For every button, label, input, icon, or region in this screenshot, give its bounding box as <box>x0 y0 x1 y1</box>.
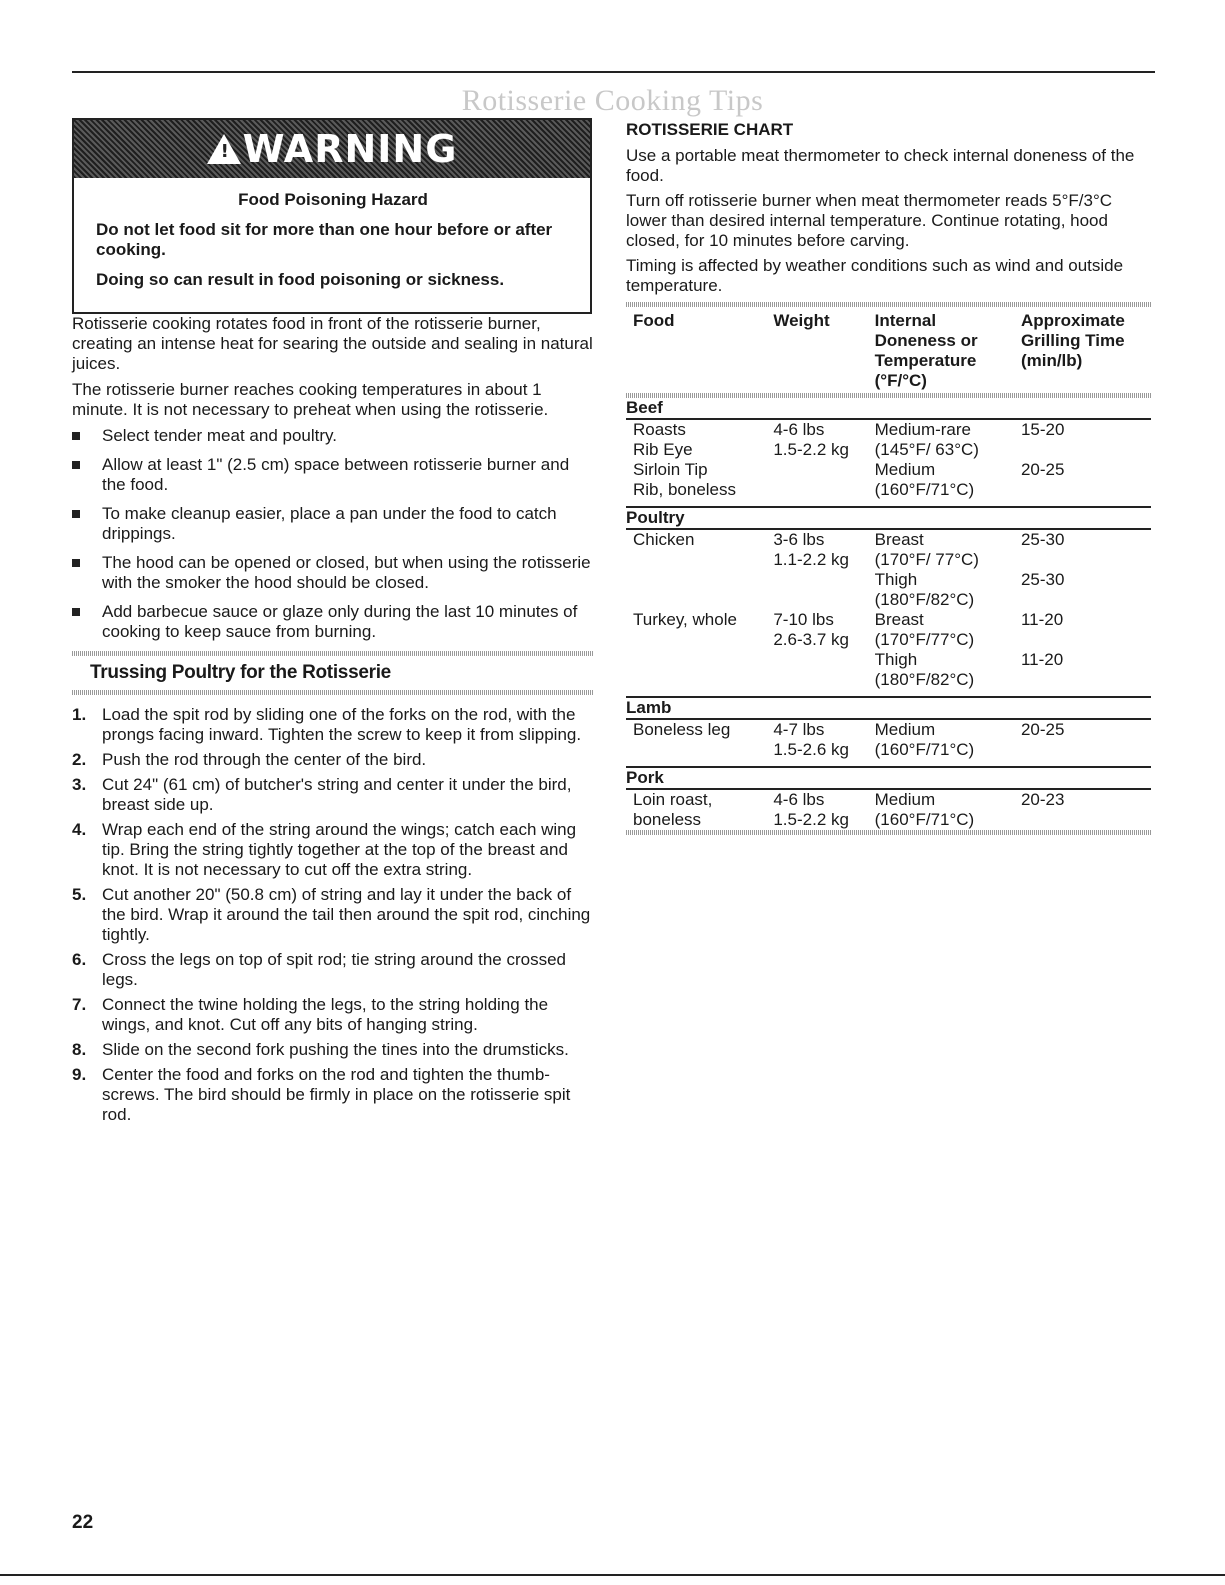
group-label: Lamb <box>626 697 1151 719</box>
rotisserie-chart-table <box>626 302 1151 835</box>
group-row-poultry <box>626 507 1151 529</box>
cell-food <box>626 789 773 830</box>
chart-paragraph-3: Timing is affected by weather conditions such as wind and outside temperature. <box>626 256 1124 295</box>
intro-paragraph-1: Rotisserie cooking rotates food in front of the rotisserie burner, creating an intense heat for searing the outside and sealing in natural juices. <box>72 314 593 373</box>
cell-line: (170°F/ 77°C) <box>874 550 979 569</box>
header-line: (°F/°C) <box>874 371 927 390</box>
cell-line: 11-20 <box>1020 650 1064 669</box>
trussing-heading: Trussing Poultry for the Rotisserie <box>90 662 391 683</box>
table-row <box>626 419 1151 507</box>
trussing-steps <box>72 705 594 1125</box>
cell-line: Breast <box>874 530 924 549</box>
cell-line: Medium <box>874 720 936 739</box>
bullet-square-icon <box>72 608 80 616</box>
cell-line: 2.6-3.7 kg <box>773 630 849 649</box>
header-line: Approximate <box>1020 311 1125 330</box>
cell-line: (160°F/71°C) <box>874 740 975 759</box>
step-item <box>72 750 594 770</box>
cell-line: (180°F/82°C) <box>874 590 975 609</box>
step-text: Slide on the second fork pushing the tines into the drumsticks. <box>102 1040 569 1059</box>
bullet-square-icon <box>72 432 80 440</box>
step-number: 7. <box>72 995 87 1014</box>
step-item <box>72 950 594 990</box>
cell-line: Medium-rare <box>874 420 971 439</box>
cell-weight <box>773 719 874 767</box>
group-label: Pork <box>626 767 1151 789</box>
chart-paragraph-2: Turn off rotisserie burner when meat thermometer reads 5°F/3°C lower than desired internal temperature. Continue rotating, hood closed, for 10 minutes before carving. <box>626 191 1113 250</box>
cell-line: 3-6 lbs <box>773 530 825 549</box>
cell-line: Thigh <box>874 570 918 589</box>
bottom-rule <box>0 1574 1225 1576</box>
cell-food: Boneless leg <box>626 719 773 767</box>
cell-weight <box>773 610 874 697</box>
cell-temp <box>875 419 1021 507</box>
cell-line: 4-6 lbs <box>773 790 825 809</box>
header-line: Temperature <box>874 351 977 370</box>
chart-heading: ROTISSERIE CHART <box>626 120 794 139</box>
cell-line: Sirloin Tip <box>633 460 708 479</box>
right-column <box>626 118 1151 835</box>
cell-weight <box>773 419 874 507</box>
cell-line: Rib Eye <box>633 440 693 459</box>
cell-line: Loin roast, <box>633 790 713 809</box>
step-text: Center the food and forks on the rod and tighten the thumb-screws. The bird should be firmly in place on the rotisserie spit rod. <box>102 1065 571 1124</box>
step-text: Cut 24" (61 cm) of butcher's string and center it under the bird, breast side up. <box>102 775 572 814</box>
group-label: Beef <box>626 398 1151 419</box>
cell-line <box>1021 630 1151 650</box>
cell-line: 15-20 <box>1020 420 1065 439</box>
cell-line: 11-20 <box>1020 610 1064 629</box>
step-number: 5. <box>72 885 87 904</box>
warning-header <box>74 120 590 178</box>
cell-time <box>1021 529 1151 610</box>
header-line: Grilling Time <box>1020 331 1125 350</box>
cell-food <box>626 419 773 507</box>
dotted-divider <box>72 690 594 695</box>
warning-line-1: Do not let food sit for more than one hour before or after cooking. <box>96 220 553 259</box>
cell-time <box>1021 610 1151 697</box>
list-item <box>72 455 594 495</box>
list-item-text: Select tender meat and poultry. <box>102 426 337 445</box>
table-row <box>626 789 1151 830</box>
cell-line: Breast <box>874 610 924 629</box>
step-text: Wrap each end of the string around the wings; catch each wing tip. Bring the string tightly together at the top of the breast and knot. It is not necessary to cut off the extra string. <box>102 820 577 879</box>
trussing-section <box>72 651 594 1125</box>
cell-line: (170°F/77°C) <box>874 630 975 649</box>
cell-temp <box>875 719 1021 767</box>
step-item <box>72 820 594 880</box>
cell-line: Thigh <box>874 650 918 669</box>
cell-line: 20-25 <box>1020 460 1065 479</box>
chart-paragraph-1: Use a portable meat thermometer to check internal doneness of the food. <box>626 146 1135 185</box>
list-item <box>72 426 594 446</box>
step-item <box>72 885 594 945</box>
cell-food: Turkey, whole <box>626 610 773 697</box>
warning-title <box>207 127 458 171</box>
cell-line: (145°F/ 63°C) <box>874 440 979 459</box>
step-item <box>72 705 594 745</box>
step-number: 1. <box>72 705 87 724</box>
cell-line: Roasts <box>633 420 686 439</box>
cell-line: 4-7 lbs <box>773 720 825 739</box>
cell-line: Medium <box>874 460 936 479</box>
cell-line: (160°F/71°C) <box>874 480 975 499</box>
step-number: 6. <box>72 950 87 969</box>
cell-temp <box>875 610 1021 697</box>
cell-line: 25-30 <box>1020 570 1065 589</box>
header-line: Internal <box>874 311 937 330</box>
step-text: Load the spit rod by sliding one of the forks on the rod, with the prongs facing inward. Tighten the screw to keep it from slipping. <box>102 705 582 744</box>
step-item <box>72 775 594 815</box>
cell-line <box>1021 440 1151 460</box>
cell-line: 4-6 lbs <box>773 420 825 439</box>
list-item-text: The hood can be opened or closed, but when using the rotisserie with the smoker the hood should be closed. <box>102 553 591 592</box>
cell-line: 7-10 lbs <box>773 610 834 629</box>
group-row-pork <box>626 767 1151 789</box>
list-item-text: Allow at least 1" (2.5 cm) space between rotisserie burner and the food. <box>102 455 570 494</box>
step-number: 8. <box>72 1040 87 1059</box>
cell-line: boneless <box>633 810 702 829</box>
cell-line: Rib, boneless <box>633 480 737 499</box>
cell-line: 1.1-2.2 kg <box>773 550 849 569</box>
step-text: Push the rod through the center of the bird. <box>102 750 427 769</box>
dotted-divider <box>626 830 1151 835</box>
cell-temp <box>875 529 1021 610</box>
cell-line: (160°F/71°C) <box>874 810 975 829</box>
cell-time: 20-23 <box>1020 790 1065 809</box>
table-row <box>626 610 1151 697</box>
step-number: 4. <box>72 820 87 839</box>
header-line: Doneness or <box>874 331 978 350</box>
step-number: 2. <box>72 750 87 769</box>
header-food: Food <box>633 311 675 330</box>
cell-temp <box>875 789 1021 830</box>
bullet-square-icon <box>72 559 80 567</box>
cell-line: 1.5-2.6 kg <box>773 740 849 759</box>
table-row <box>626 719 1151 767</box>
step-text: Connect the twine holding the legs, to the string holding the wings, and knot. Cut off any bits of hanging string. <box>102 995 549 1034</box>
list-item <box>72 602 594 642</box>
cell-weight <box>773 789 874 830</box>
group-label: Poultry <box>626 507 1151 529</box>
table-header-row <box>626 307 1151 393</box>
warning-box <box>72 118 592 314</box>
cell-line <box>1021 550 1151 570</box>
bullet-square-icon <box>72 461 80 469</box>
page-number: 22 <box>72 1512 94 1533</box>
header-internal <box>875 307 1021 393</box>
step-number: 3. <box>72 775 87 794</box>
cell-line: 1.5-2.2 kg <box>773 440 849 459</box>
cell-line: 25-30 <box>1020 530 1065 549</box>
list-item <box>72 504 594 544</box>
step-text: Cross the legs on top of spit rod; tie string around the crossed legs. <box>102 950 566 989</box>
list-item <box>72 553 594 593</box>
step-item <box>72 1065 594 1125</box>
header-time <box>1021 307 1151 393</box>
list-item-text: To make cleanup easier, place a pan under the food to catch drippings. <box>102 504 557 543</box>
group-row-lamb <box>626 697 1151 719</box>
tips-list <box>72 426 594 642</box>
list-item-text: Add barbecue sauce or glaze only during the last 10 minutes of cooking to keep sauce from burning. <box>102 602 578 641</box>
cell-time <box>1021 419 1151 507</box>
top-rule <box>72 71 1155 73</box>
warning-subtitle: Food Poisoning Hazard <box>238 190 428 209</box>
warning-line-2: Doing so can result in food poisoning or sickness. <box>96 270 505 289</box>
warning-body <box>74 178 590 312</box>
step-item <box>72 995 594 1035</box>
step-item <box>72 1040 594 1060</box>
cell-line: (180°F/82°C) <box>874 670 975 689</box>
cell-line: 1.5-2.2 kg <box>773 810 849 829</box>
header-line: (min/lb) <box>1020 351 1083 370</box>
cell-time: 20-25 <box>1021 719 1151 767</box>
warning-triangle-icon: ! <box>207 134 241 164</box>
warning-title-text: WARNING <box>242 127 458 171</box>
group-row-beef <box>626 398 1151 419</box>
cell-food: Chicken <box>633 530 695 549</box>
table-row <box>626 529 1151 610</box>
cell-line: Medium <box>874 790 936 809</box>
cell-weight <box>773 529 874 610</box>
step-number: 9. <box>72 1065 87 1084</box>
left-column <box>72 118 594 1130</box>
header-weight: Weight <box>773 311 830 330</box>
bullet-square-icon <box>72 510 80 518</box>
page-title: Rotisserie Cooking Tips <box>461 84 764 117</box>
step-text: Cut another 20" (50.8 cm) of string and lay it under the back of the bird. Wrap it around the tail then around the spit rod, cinching tightly. <box>102 885 591 944</box>
intro-paragraph-2: The rotisserie burner reaches cooking temperatures in about 1 minute. It is not necessary to preheat when using the rotisserie. <box>72 380 549 419</box>
